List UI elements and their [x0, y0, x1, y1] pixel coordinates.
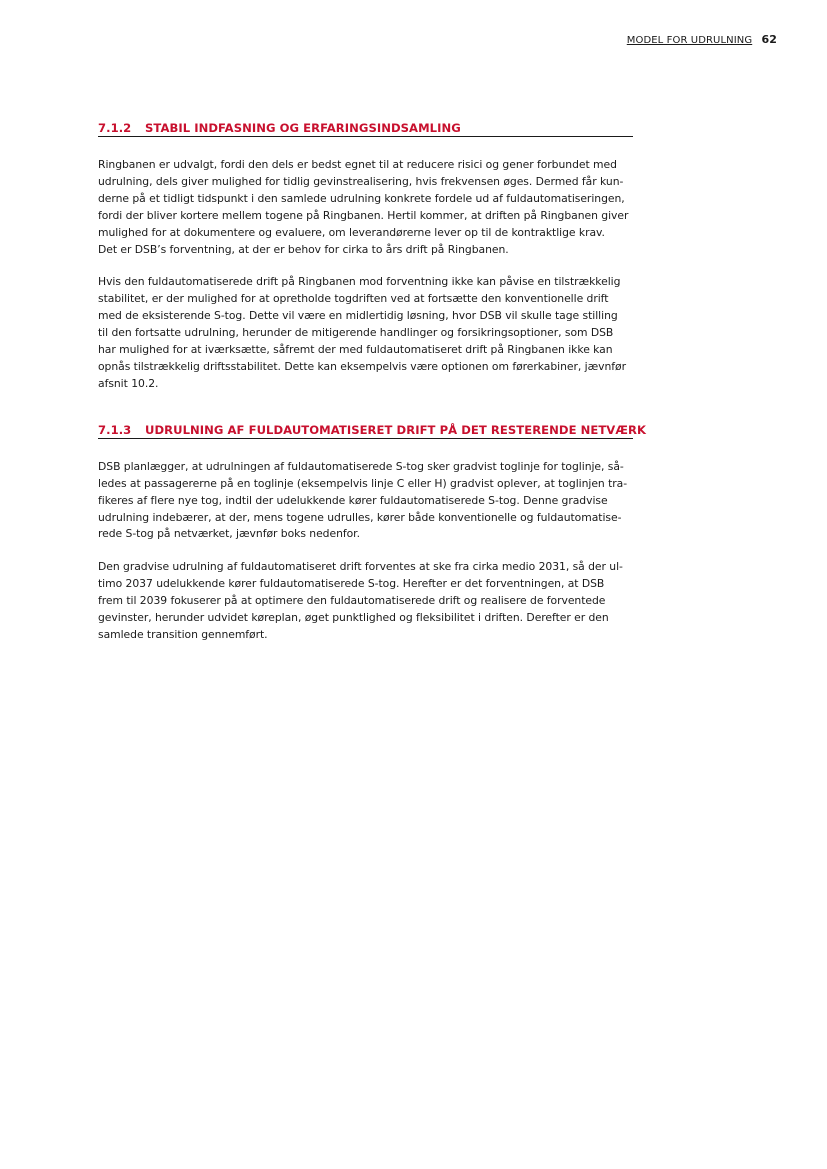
text-line: frem til 2039 fokuserer på at optimere den fuldautomatiserede drift og realisere de forventede [98, 594, 606, 608]
paragraph [98, 274, 633, 392]
paragraph [98, 559, 633, 644]
text-line: Hvis den fuldautomatiserede drift på Ringbanen mod forventning ikke kan påvise en tilstrækkelig [98, 275, 621, 289]
text-line: fordi der bliver kortere mellem togene på Ringbanen. Hertil kommer, at driften på Ringbanen giver [98, 208, 629, 222]
text-line: timo 2037 udelukkende kører fuldautomatiserede S-tog. Herefter er det forventningen, at DSB [98, 577, 605, 591]
section-heading [98, 422, 646, 439]
text-line: udrulning, dels giver mulighed for tidlig gevinstrealisering, hvis frekvensen øges. Dermed får kun- [98, 174, 624, 188]
running-header [627, 33, 777, 46]
text-line: mulighed for at dokumentere og evaluere, om leverandørerne lever op til de kontraktlige krav. [98, 225, 605, 239]
text-line: afsnit 10.2. [98, 376, 159, 390]
text-line: Den gradvise udrulning af fuldautomatiseret drift forventes at ske fra cirka medio 2031, så der ul- [98, 560, 623, 574]
document-body [98, 118, 646, 644]
section-7-1-3 [98, 422, 646, 644]
text-line: udrulning indebærer, at der, mens togene udrulles, kører både konventionelle og fuldautomatise- [98, 510, 622, 524]
text-line: med de eksisterende S-tog. Dette vil være en midlertidig løsning, hvor DSB vil skulle tage stilling [98, 309, 618, 323]
text-line: stabilitet, er der mulighed for at opretholde togdriften ved at fortsætte den konventionelle drift [98, 292, 609, 306]
text-line: derne på et tidligt tidspunkt i den samlede udrulning konkrete fordele ud af fuldautomatiseringen, [98, 191, 625, 205]
text-line: opnås tilstrækkelig driftsstabilitet. Dette kan eksempelvis være optionen om førerkabiner, jævnfør [98, 359, 626, 373]
paragraph [98, 459, 633, 544]
paragraph [98, 157, 633, 258]
section-heading [98, 121, 633, 137]
text-line: rede S-tog på netværket, jævnfør boks nedenfor. [98, 527, 360, 541]
section-title: UDRULNING AF FULDAUTOMATISERET DRIFT PÅ DET RESTERENDE NETVÆRK [145, 422, 646, 437]
text-line: til den fortsatte udrulning, herunder de mitigerende handlinger og forsikringsoptioner, som DSB [98, 326, 614, 340]
text-line: DSB planlægger, at udrulningen af fuldautomatiserede S-tog sker gradvist toglinje for toglinje, så- [98, 459, 624, 473]
page-number: 62 [761, 33, 777, 46]
text-line: gevinster, herunder udvidet køreplan, øget punktlighed og fleksibilitet i driften. Derefter er den [98, 611, 609, 625]
text-line: fikeres af flere nye tog, indtil der udelukkende kører fuldautomatiserede S-tog. Denne gradvise [98, 493, 608, 507]
text-line: Det er DSB’s forventning, at der er behov for cirka to års drift på Ringbanen. [98, 242, 509, 256]
section-number: 7.1.2 [98, 121, 132, 135]
section-number: 7.1.3 [98, 422, 132, 437]
text-line: ledes at passagererne på en toglinje (eksempelvis linje C eller H) gradvist oplever, at toglinjen tra- [98, 476, 628, 490]
section-7-1-2 [98, 121, 633, 393]
text-line: Ringbanen er udvalgt, fordi den dels er bedst egnet til at reducere risici og gener forbundet med [98, 158, 617, 171]
section-title: STABIL INDFASNING OG ERFARINGSINDSAMLING [145, 121, 461, 135]
running-header-title: MODEL FOR UDRULNING [626, 35, 753, 46]
text-line: samlede transition gennemført. [98, 627, 268, 641]
text-line: har mulighed for at iværksætte, såfremt der med fuldautomatiseret drift på Ringbanen ikke kan [98, 343, 613, 357]
